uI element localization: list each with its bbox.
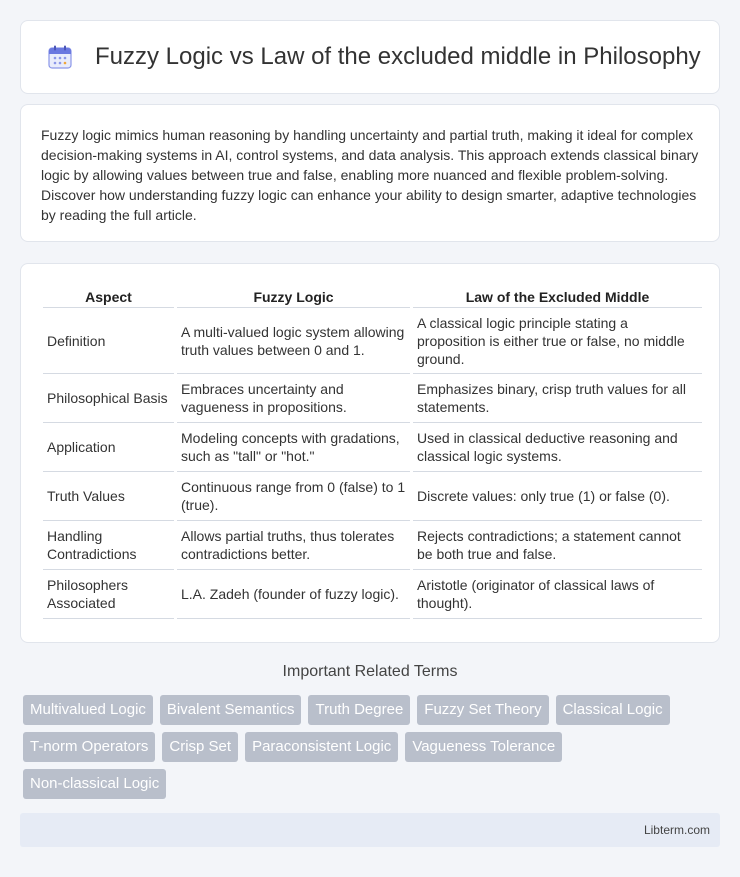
tag-vagueness-tolerance[interactable]: Vagueness Tolerance [405, 732, 562, 762]
tag-truth-degree[interactable]: Truth Degree [308, 695, 410, 725]
row-excluded-middle: Emphasizes binary, crisp truth values for all statements. [413, 374, 702, 423]
row-aspect: Handling Contradictions [43, 521, 174, 570]
tag-row [23, 732, 723, 762]
calendar-icon [47, 44, 73, 70]
header-card [20, 20, 720, 94]
tag-crisp-set[interactable]: Crisp Set [162, 732, 238, 762]
table-row [43, 423, 702, 472]
table-header-row [43, 286, 702, 308]
row-fuzzy-logic: Allows partial truths, thus tolerates contradictions better. [177, 521, 410, 570]
tag-row [23, 769, 723, 799]
table-row [43, 374, 702, 423]
row-aspect: Definition [43, 308, 174, 374]
tag-classical-logic[interactable]: Classical Logic [556, 695, 670, 725]
row-excluded-middle: Used in classical deductive reasoning and classical logic systems. [413, 423, 702, 472]
tag-row [23, 695, 723, 725]
footer-site-link[interactable]: Libterm.com [643, 823, 710, 837]
row-fuzzy-logic: A multi-valued logic system allowing truth values between 0 and 1. [177, 308, 410, 374]
tag-bivalent-semantics[interactable]: Bivalent Semantics [160, 695, 302, 725]
row-excluded-middle: Rejects contradictions; a statement cannot be both true and false. [413, 521, 702, 570]
row-aspect: Truth Values [43, 472, 174, 521]
tag-fuzzy-set-theory[interactable]: Fuzzy Set Theory [417, 695, 548, 725]
row-aspect: Philosophical Basis [43, 374, 174, 423]
row-fuzzy-logic: Continuous range from 0 (false) to 1 (true). [177, 472, 410, 521]
comparison-table [40, 286, 705, 619]
table-row [43, 570, 702, 619]
tag-paraconsistent-logic[interactable]: Paraconsistent Logic [245, 732, 398, 762]
comparison-card [20, 263, 720, 643]
footer [20, 813, 720, 847]
row-fuzzy-logic: Modeling concepts with gradations, such as "tall" or "hot." [177, 423, 410, 472]
row-excluded-middle: Aristotle (originator of classical laws of thought). [413, 570, 702, 619]
table-row [43, 521, 702, 570]
table-row [43, 472, 702, 521]
header-fuzzy-logic: Fuzzy Logic [177, 286, 410, 308]
row-aspect: Application [43, 423, 174, 472]
tag-t-norm-operators[interactable]: T-norm Operators [23, 732, 155, 762]
row-excluded-middle: Discrete values: only true (1) or false (0). [413, 472, 702, 521]
row-aspect: Philosophers Associated [43, 570, 174, 619]
intro-card [20, 104, 720, 242]
table-row [43, 308, 702, 374]
header-aspect: Aspect [43, 286, 174, 308]
page-title: Fuzzy Logic vs Law of the excluded middle in Philosophy [95, 43, 701, 70]
tag-non-classical-logic[interactable]: Non-classical Logic [23, 769, 166, 799]
related-terms-title: Important Related Terms [282, 663, 458, 680]
row-fuzzy-logic: Embraces uncertainty and vagueness in propositions. [177, 374, 410, 423]
related-terms-tags [23, 695, 723, 806]
header-excluded-middle: Law of the Excluded Middle [413, 286, 702, 308]
intro-text: Fuzzy logic mimics human reasoning by handling uncertainty and partial truth, making it ideal for complex decision-making systems in AI, control systems, and data analysis. This approach extends classical binary logic by allowing values between true and false, enabling more nuanced and flexible problem-solving. Discover how understanding fuzzy logic can enhance your ability to design smarter, adaptive technologies by reading the full article. [41, 127, 699, 223]
tag-multivalued-logic[interactable]: Multivalued Logic [23, 695, 153, 725]
row-fuzzy-logic: L.A. Zadeh (founder of fuzzy logic). [177, 570, 410, 619]
row-excluded-middle: A classical logic principle stating a proposition is either true or false, no middle ground. [413, 308, 702, 374]
